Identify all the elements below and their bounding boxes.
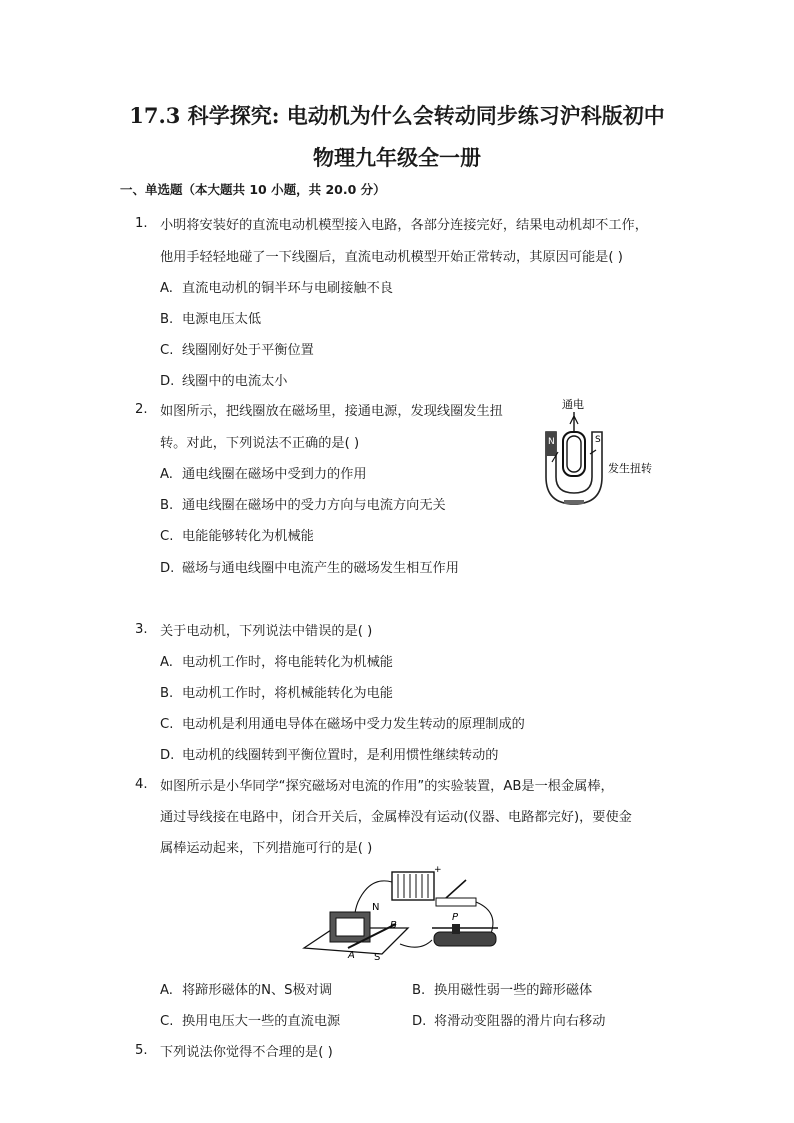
question-text: 小明将安装好的直流电动机模型接入电路，各部分连接完好，结果电动机却不工作， — [160, 218, 648, 233]
battery-plus-label: + — [434, 865, 442, 875]
option-d[interactable]: D. 线圈中的电流太小 — [160, 374, 288, 389]
slider-p — [452, 924, 460, 934]
slider-label-p: P — [452, 912, 459, 923]
pole-s-label: S — [374, 952, 381, 963]
option-c[interactable]: C. 电能能够转化为机械能 — [160, 529, 314, 544]
question-text: 如图所示是小华同学“探究磁场对电流的作用”的实验装置，AB是一根金属棒， — [160, 779, 614, 794]
pole-n-label: N — [372, 902, 380, 913]
question-number: 5. — [135, 1043, 148, 1058]
option-d[interactable]: D. 磁场与通电线圈中电流产生的磁场发生相互作用 — [160, 561, 459, 576]
rod-label-b: B — [390, 920, 397, 931]
question-number: 4. — [135, 777, 148, 792]
question-number: 3. — [135, 622, 148, 637]
experiment-apparatus-figure — [300, 862, 520, 970]
figure-label-twist: 发生扭转 — [608, 462, 652, 475]
option-b[interactable]: B. 电动机工作时，将机械能转化为电能 — [160, 686, 393, 701]
option-d[interactable]: D. 电动机的线圈转到平衡位置时，是利用惯性继续转动的 — [160, 748, 499, 763]
option-b[interactable]: B. 通电线圈在磁场中的受力方向与电流方向无关 — [160, 498, 446, 513]
option-c[interactable]: C. 电动机是利用通电导体在磁场中受力发生转动的原理制成的 — [160, 717, 525, 732]
magnet-coil-figure — [530, 392, 670, 512]
question-text: 下列说法你觉得不合理的是( ) — [160, 1045, 333, 1060]
rheostat-icon — [434, 932, 496, 946]
option-a[interactable]: A. 将蹄形磁体的N、S极对调 — [160, 983, 333, 998]
rod-label-a: A — [348, 950, 355, 961]
page-title-line1: 17.3 科学探究: 电动机为什么会转动同步练习沪科版初中 — [129, 103, 665, 128]
option-b[interactable]: B. 电源电压太低 — [160, 312, 262, 327]
question-text: 关于电动机，下列说法中错误的是( ) — [160, 624, 373, 639]
question-text: 转。对此，下列说法不正确的是( ) — [160, 436, 360, 451]
question-text: 如图所示，把线圈放在磁场里，接通电源，发现线圈发生扭 — [160, 404, 503, 419]
question-number: 1. — [135, 216, 148, 231]
section-heading: 一、单选题（本大题共 10 小题，共 20.0 分） — [120, 182, 386, 197]
pole-n-label: N — [548, 437, 555, 447]
wire — [400, 940, 432, 947]
option-a[interactable]: A. 直流电动机的铜半环与电刷接触不良 — [160, 281, 393, 296]
pole-s-label: S — [595, 435, 601, 445]
option-a[interactable]: A. 电动机工作时，将电能转化为机械能 — [160, 655, 393, 670]
question-number: 2. — [135, 402, 148, 417]
question-text: 属棒运动起来，下列措施可行的是( ) — [160, 841, 373, 856]
page-title-line2: 物理九年级全一册 — [313, 145, 481, 170]
figure-label-energized: 通电 — [562, 398, 584, 411]
option-c[interactable]: C. 换用电压大一些的直流电源 — [160, 1014, 341, 1029]
option-c[interactable]: C. 线圈刚好处于平衡位置 — [160, 343, 314, 358]
switch-icon — [436, 898, 476, 906]
coil — [563, 432, 585, 476]
question-text: 通过导线接在电路中，闭合开关后，金属棒没有运动(仪器、电路都完好)，要使金 — [160, 810, 632, 825]
option-d[interactable]: D. 将滑动变阻器的滑片向右移动 — [412, 1014, 606, 1029]
option-a[interactable]: A. 通电线圈在磁场中受到力的作用 — [160, 467, 367, 482]
option-b[interactable]: B. 换用磁性弱一些的蹄形磁体 — [412, 983, 593, 998]
wire — [476, 902, 493, 936]
question-text: 他用手轻轻地碰了一下线圈后，直流电动机模型开始正常转动，其原因可能是( ) — [160, 250, 623, 265]
